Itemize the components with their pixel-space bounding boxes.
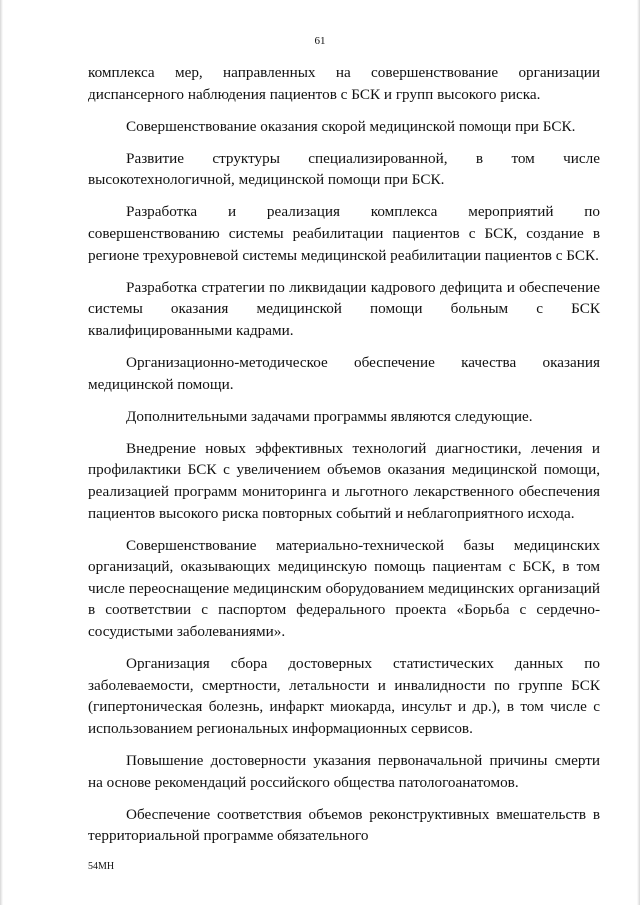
- paragraph-new-technologies: Внедрение новых эффективных технологий диагностики, лечения и профилактики БСК с увеличением объемов оказания медицинской помощи, реализацией программ мониторинга и льготного лекарственного обеспечения пациентов высокого риска повторных событий и неблагоприятного исхода.: [88, 439, 600, 522]
- paragraph-additional-tasks: Дополнительными задачами программы являются следующие.: [126, 407, 533, 425]
- body-text: [88, 62, 600, 857]
- paragraph-reconstructive: Обеспечение соответствия объемов реконструктивных вмешательств в территориальной программе обязательного: [88, 805, 600, 845]
- paragraph-cause-of-death: Повышение достоверности указания первоначальной причины смерти на основе рекомендаций российского общества патологоанатомов.: [88, 752, 600, 791]
- paragraph-material-base: Совершенствование материально-технической базы медицинских организаций, оказывающих медицинскую помощь пациентам с БСК, в том числе переоснащение медицинским оборудованием медицинских организаций в соответствии с паспортом федерального проекта «Борьба с сердечно-сосудистыми заболеваниями».: [88, 536, 600, 641]
- scan-edge-left: [0, 0, 3, 905]
- footer-code: 54МН: [88, 861, 115, 872]
- paragraph-rehabilitation: Разработка и реализация комплекса мероприятий по совершенствованию системы реабилитации пациентов с БСК, создание в регионе трехуровневой системы медицинской реабилитации пациентов с БСК.: [88, 203, 600, 264]
- paragraph-quality: Организационно-методическое обеспечение качества оказания медицинской помощи.: [88, 354, 600, 393]
- paragraph-staffing: Разработка стратегии по ликвидации кадрового дефицита и обеспечение системы оказания медицинской помощи больным с БСК квалифицированными кадрами.: [88, 278, 600, 339]
- page-number: 61: [314, 35, 326, 47]
- paragraph-continuation: комплекса мер, направленных на совершенствование организации диспансерного наблюдения пациентов с БСК и групп высокого риска.: [88, 64, 600, 103]
- paragraph-statistics: Организация сбора достоверных статистических данных по заболеваемости, смертности, летальности и инвалидности по группе БСК (гипертоническая болезнь, инфаркт миокарда, инсульт и др.), в том числе с использованием региональных информационных сервисов.: [88, 655, 600, 737]
- paragraph-specialized-care: Развитие структуры специализированной, в том числе высокотехнологичной, медицинской помощи при БСК.: [88, 149, 600, 189]
- paragraph-emergency-care: Совершенствование оказания скорой медицинской помощи при БСК.: [126, 117, 576, 135]
